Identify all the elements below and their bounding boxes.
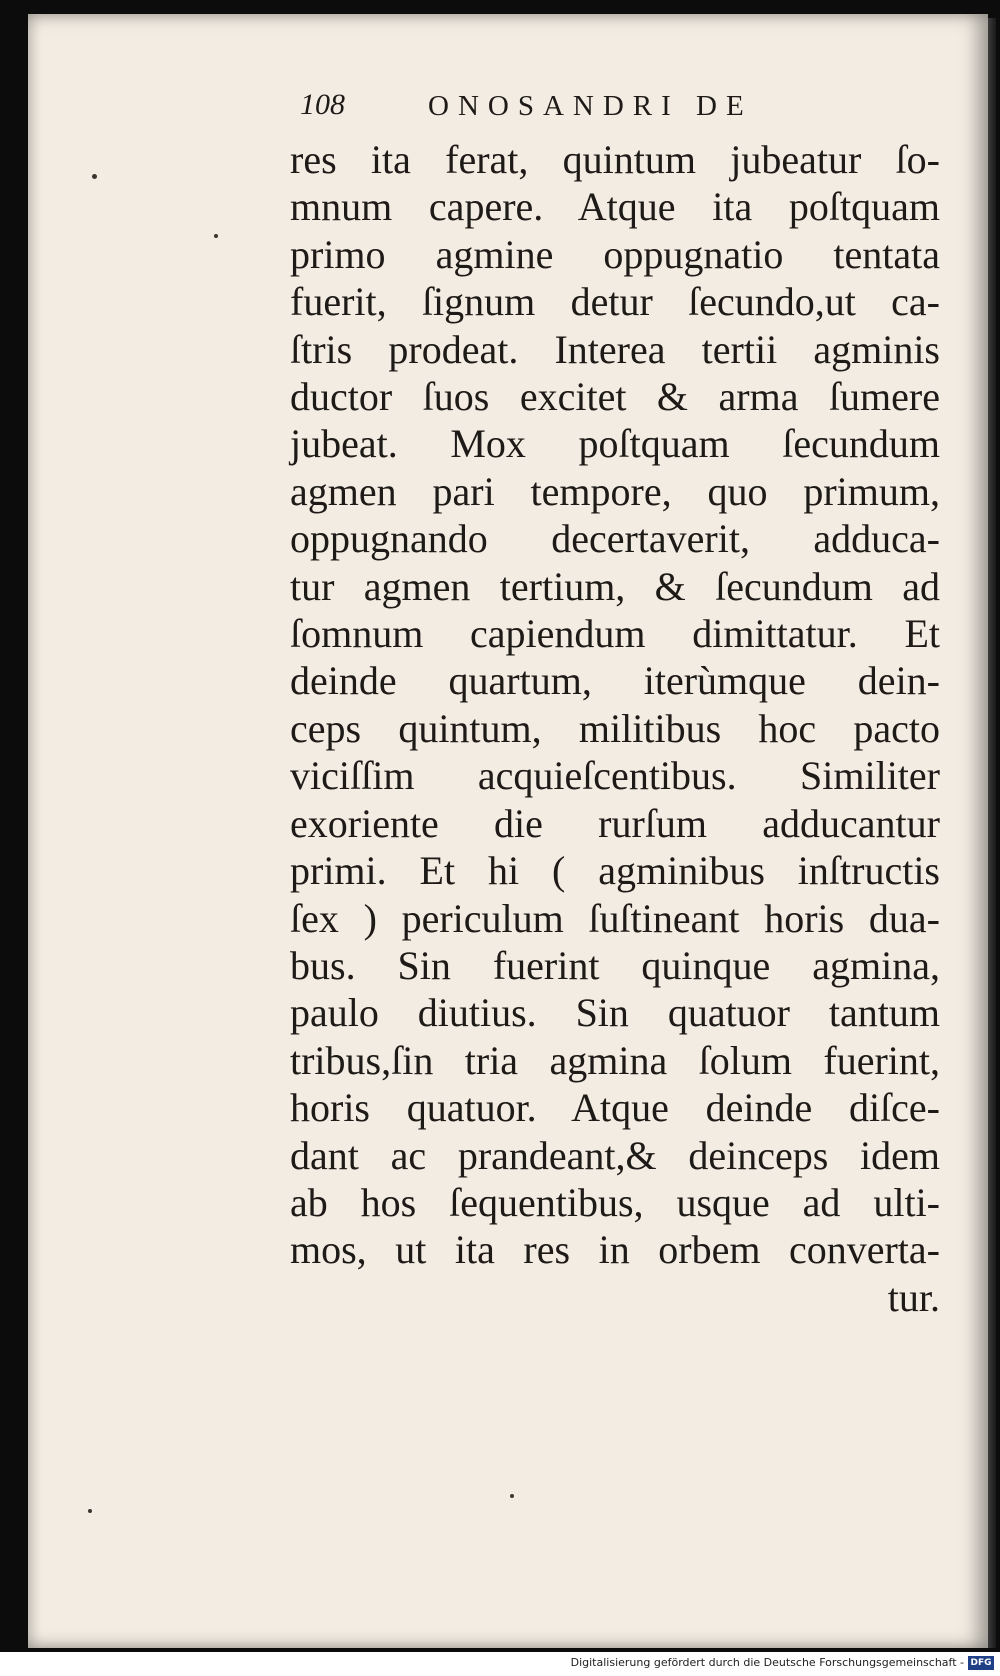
- text-line: mos, ut ita res in orbem converta-: [290, 1227, 940, 1273]
- text-line: ceps quintum, militibus hoc pacto: [290, 705, 940, 751]
- text-line-final: tur.: [887, 1274, 940, 1320]
- text-line: res ita ferat, quintum jubeatur ſo-: [290, 137, 940, 182]
- text-line: horis quatuor. Atque deinde diſce-: [290, 1085, 940, 1131]
- text-line: mnum capere. Atque ita poſtquam: [290, 184, 940, 230]
- text-line: agmen pari tempore, quo primum,: [290, 468, 940, 514]
- text-line: dant ac prandeant,& deinceps idem: [290, 1132, 940, 1178]
- text-line: paulo diutius. Sin quatuor tantum: [290, 990, 940, 1036]
- ink-speck: [92, 174, 97, 179]
- text-line: ſomnum capiendum dimittatur. Et: [290, 611, 940, 657]
- text-line: viciſſim acquieſcentibus. Similiter: [290, 753, 940, 799]
- text-line: tur agmen tertium, & ſecundum ad: [290, 563, 940, 609]
- text-line: fuerit, ſignum detur ſecundo,ut ca-: [290, 279, 940, 325]
- text-line: ductor ſuos excitet & arma ſumere: [290, 374, 940, 420]
- text-line: primo agmine oppugnatio tentata: [290, 231, 940, 277]
- page-number: 108: [300, 88, 345, 121]
- funding-credit: Digitalisierung gefördert durch die Deutsche Forschungsgemeinschaft -: [570, 1656, 964, 1669]
- footer-bar: [0, 1652, 1000, 1676]
- page-edge: [988, 18, 996, 1648]
- text-line: ab hos ſequentibus, usque ad ulti-: [290, 1179, 940, 1225]
- text-line: deinde quartum, iterùmque dein-: [290, 658, 940, 704]
- text-line: ſtris prodeat. Interea tertii agminis: [290, 326, 940, 372]
- text-line: primi. Et hi ( agminibus inſtructis: [290, 848, 940, 894]
- running-title: ONOSANDRI DE: [428, 90, 753, 122]
- text-line: tribus,ſin tria agmina ſolum fuerint,: [290, 1037, 940, 1083]
- text-line: exoriente die rurſum adducantur: [290, 800, 940, 846]
- ink-speck: [510, 1494, 514, 1498]
- ink-speck: [214, 234, 218, 238]
- dfg-logo-icon: DFG: [968, 1656, 994, 1670]
- text-line: bus. Sin fuerint quinque agmina,: [290, 942, 940, 988]
- page-header: [300, 88, 900, 128]
- text-line: jubeat. Mox poſtquam ſecundum: [290, 421, 940, 467]
- ink-speck: [88, 1509, 92, 1513]
- text-line: ſex ) periculum ſuſtineant horis dua-: [290, 895, 940, 941]
- text-line: oppugnando decertaverit, adduca-: [290, 516, 940, 562]
- main-text: [290, 136, 940, 1321]
